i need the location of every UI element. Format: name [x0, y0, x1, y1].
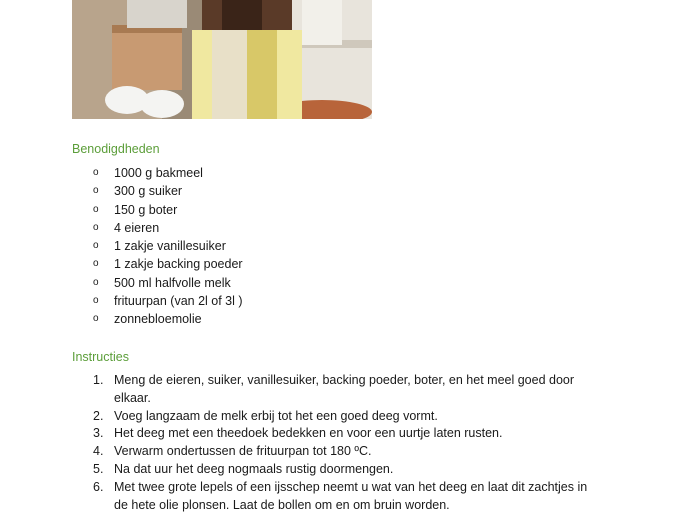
step-text: Meng de eieren, suiker, vanillesuiker, backing poeder, boter, en het meel goed door elkaar. — [114, 373, 575, 405]
list-item-text: 4 eieren — [114, 220, 160, 235]
instructions-heading: Instructies — [72, 350, 129, 364]
step-number: 4. — [93, 444, 104, 459]
list-item — [72, 443, 592, 461]
step-text: Na dat uur het deeg nogmaals rustig doormengen. — [114, 461, 394, 476]
list-item — [72, 292, 243, 310]
step-number: 2. — [93, 408, 104, 423]
list-item-text: 300 g suiker — [114, 184, 183, 199]
list-item — [72, 425, 592, 443]
list-item — [72, 237, 243, 255]
bullet-icon: o — [93, 258, 99, 270]
list-item — [72, 255, 243, 273]
bullet-icon: o — [93, 276, 99, 288]
supplies-heading: Benodigdheden — [72, 142, 160, 156]
list-item — [72, 461, 592, 479]
list-item — [72, 408, 592, 426]
step-number: 5. — [93, 461, 104, 476]
step-text: Met twee grote lepels of een ijsschep neemt u wat van het deeg en laat dit zachtjes in de hete olie plonsen. Laat de bollen om en om bruin worden. — [114, 479, 588, 512]
list-item-text: 500 ml halfvolle melk — [114, 275, 231, 290]
list-item — [72, 310, 243, 328]
list-item-text: zonnebloemolie — [114, 312, 202, 327]
recipe-photo-illustration — [72, 0, 372, 119]
list-item — [72, 479, 592, 514]
list-item-text: 1 zakje backing poeder — [114, 257, 243, 272]
bullet-icon: o — [93, 185, 99, 197]
recipe-photo — [72, 0, 372, 119]
list-item-text: 1000 g bakmeel — [114, 166, 203, 180]
step-number: 3. — [93, 426, 104, 441]
list-item — [72, 201, 243, 219]
bullet-icon: o — [93, 240, 99, 252]
step-text: Voeg langzaam de melk erbij tot het een goed deeg vormt. — [114, 408, 438, 423]
step-text: Verwarm ondertussen de frituurpan tot 180 ºC. — [114, 444, 372, 459]
step-number: 1. — [93, 373, 104, 387]
bullet-icon: o — [93, 313, 99, 325]
list-item-text: frituurpan (van 2l of 3l ) — [114, 294, 243, 309]
step-number: 6. — [93, 479, 104, 494]
instructions-list — [72, 372, 592, 514]
list-item — [72, 372, 592, 408]
supplies-list — [72, 164, 243, 329]
bullet-icon: o — [93, 167, 99, 178]
bullet-icon: o — [93, 295, 99, 307]
list-item-text: 1 zakje vanillesuiker — [114, 239, 226, 254]
list-item — [72, 182, 243, 200]
list-item-text: 150 g boter — [114, 202, 178, 217]
bullet-icon: o — [93, 203, 99, 215]
bullet-icon: o — [93, 221, 99, 233]
list-item — [72, 219, 243, 237]
list-item — [72, 164, 243, 182]
list-item — [72, 274, 243, 292]
step-text: Het deeg met een theedoek bedekken en voor een uurtje laten rusten. — [114, 426, 503, 441]
